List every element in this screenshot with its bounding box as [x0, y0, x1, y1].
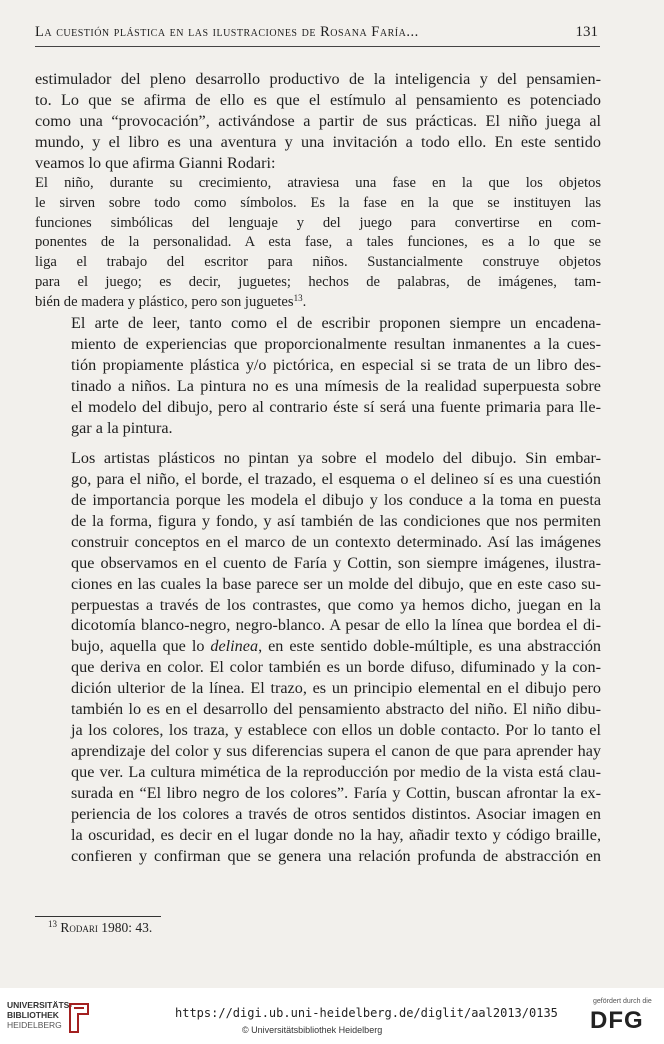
- quote-line: El niño, durante su crecimiento, atraviesa una fase en la que los objetos: [35, 174, 601, 191]
- text-line: mundo, y el libro es una aventura y una invitación a todo ello. En este sentido: [35, 132, 601, 151]
- text-segment: bujo, aquella que lo: [71, 637, 211, 656]
- paragraph-1: [35, 69, 601, 174]
- text-line: también lo es en el desarrollo del pensamiento abstracto del niño. El niño dibu-: [71, 700, 601, 719]
- text-line: [35, 636, 601, 657]
- text-line: perpuestas a través de los contrastes, que como ya hemos dicho, juegan en la: [71, 595, 601, 614]
- document-url-link[interactable]: https://digi.ub.uni-heidelberg.de/diglit/aal2013/0135: [175, 1006, 558, 1020]
- text-line: miento de experiencias que proporcionalmente resultan inmanentes a la cues-: [71, 335, 601, 354]
- quote-line: [35, 293, 601, 313]
- text-line: tinado a niños. La pintura no es una mímesis de la realidad superpuesta sobre: [71, 376, 601, 395]
- text-line: periencia de los colores a través de otros sentidos distintos. Asociar imagen en: [71, 805, 601, 824]
- text-line: de importancia porque les modela el dibujo y los conduce a la toma en puesta: [71, 490, 601, 509]
- text-line: que ver. La cultura mimética de la reproducción por medio de la vista está clau-: [71, 763, 601, 782]
- library-line: BIBLIOTHEK: [7, 1010, 59, 1020]
- text-line: surada en “El libro negro de los colores”. Faría y Cottin, buscan afrontar la ex-: [71, 784, 601, 803]
- text-line: de la forma, figura y fondo, y así también de las condiciones que nos permiten: [71, 511, 601, 530]
- footnote-divider: [35, 916, 161, 917]
- text-line: veamos lo que afirma Gianni Rodari:: [35, 153, 276, 172]
- text-line: construir conceptos en el marco de un contexto determinado. Así las imágenes: [71, 532, 601, 551]
- footnote: [48, 920, 152, 936]
- quote-line: para el juego; es decir, juguetes; hechos de palabras, de imágenes, tam-: [35, 274, 601, 291]
- text-line: tión propiamente plástica y/o pictórica, en especial si se trata de un libro des-: [71, 356, 601, 375]
- footnote-marker: 13: [293, 293, 303, 304]
- text-line: aprendizaje del color y sus diferencias supera el canon de que para aprender hay: [71, 742, 601, 761]
- italic-word: delinea: [210, 637, 259, 656]
- quote-last-text: bién de madera y plástico, pero son juguetes: [35, 294, 294, 311]
- body-text: [35, 69, 601, 867]
- funder-note: gefördert durch die: [593, 998, 652, 1005]
- footnote-author: Rodari: [60, 920, 98, 935]
- text-line: dicotomía blanco-negro, negro-blanco. A pesar de ello la línea que bordea el di-: [71, 616, 601, 635]
- text-line: Los artistas plásticos no pintan ya sobre el modelo del dibujo. Sin embar-: [71, 448, 601, 467]
- quote-line: ponentes de la personalidad. A esta fase, a tales funciones, es a lo que se: [35, 234, 601, 251]
- quote-line: liga el trabajo del escritor para niños. Sustancialmente construye objetos: [35, 254, 601, 271]
- text-line: dición ulterior de la línea. El trazo, es un principio elemental en el dibujo pero: [71, 679, 601, 698]
- quote-end: .: [302, 294, 307, 311]
- text-line: que observamos en el cuento de Faría y Cottin, son siempre imágenes, ilustra-: [71, 553, 601, 572]
- library-logo-icon: [66, 1000, 92, 1034]
- text-line: que deriva en color. El color también es un borde difuso, difuminado y la con-: [71, 658, 601, 677]
- page-number: 131: [575, 24, 598, 40]
- text-line: como una “provocación”, activándose a partir de sus prácticas. El niño juega al: [35, 111, 601, 130]
- quote-line: le sirven sobre todo como símbolos. Es la fase en la que se instituyen las: [35, 194, 601, 211]
- text-line: go, para el niño, el borde, el trazado, el esquema o el delineo sí es una cuestión: [71, 469, 601, 488]
- text-line: El arte de leer, tanto como el de escribir proponen siempre un encadena-: [71, 314, 601, 333]
- text-line: la oscuridad, es decir en el lugar donde no la hay, añadir texto y código braille,: [71, 825, 601, 844]
- library-line: HEIDELBERG: [7, 1020, 62, 1030]
- library-line: UNIVERSITÄTS-: [7, 1000, 73, 1010]
- text-segment: , en este sentido doble-múltiple, es una abstracción: [258, 637, 602, 656]
- text-line: estimulador del pleno desarrollo productivo de la inteligencia y del pensamien-: [35, 70, 601, 88]
- running-title: La cuestión plástica en las ilustraciones de Rosana Faría...: [35, 24, 419, 40]
- text-line: el modelo del dibujo, pero al contrario éste sí será una fuente primaria para lle-: [71, 397, 601, 416]
- text-line: ja los colores, los traza, y establece con ellos un doble contacto. Por lo tanto el: [71, 721, 601, 740]
- text-line: gar a la pintura.: [71, 418, 173, 437]
- dfg-logo: DFG: [590, 1007, 644, 1034]
- text-line: to. Lo que se afirma de ello es que el estímulo al pensamiento es potenciado: [35, 90, 601, 109]
- copyright-notice: © Universitätsbibliothek Heidelberg: [242, 1025, 383, 1035]
- paragraph-3: [35, 448, 601, 867]
- block-quote: [35, 174, 601, 313]
- paragraph-2: [35, 313, 601, 439]
- library-name: [7, 1000, 72, 1030]
- text-line: ciones en las cuales la base parece ser un molde del dibujo, que en este caso su-: [71, 574, 601, 593]
- running-header: [35, 24, 600, 47]
- viewer-footer: [0, 988, 664, 1044]
- text-line: confieren y confirman que se genera una relación profunda de abstracción en: [71, 846, 601, 865]
- quote-line: funciones simbólicas del lenguaje y del juego para convertirse en com-: [35, 214, 601, 231]
- footnote-number: 13: [48, 919, 57, 929]
- footnote-ref: 1980: 43.: [97, 920, 153, 935]
